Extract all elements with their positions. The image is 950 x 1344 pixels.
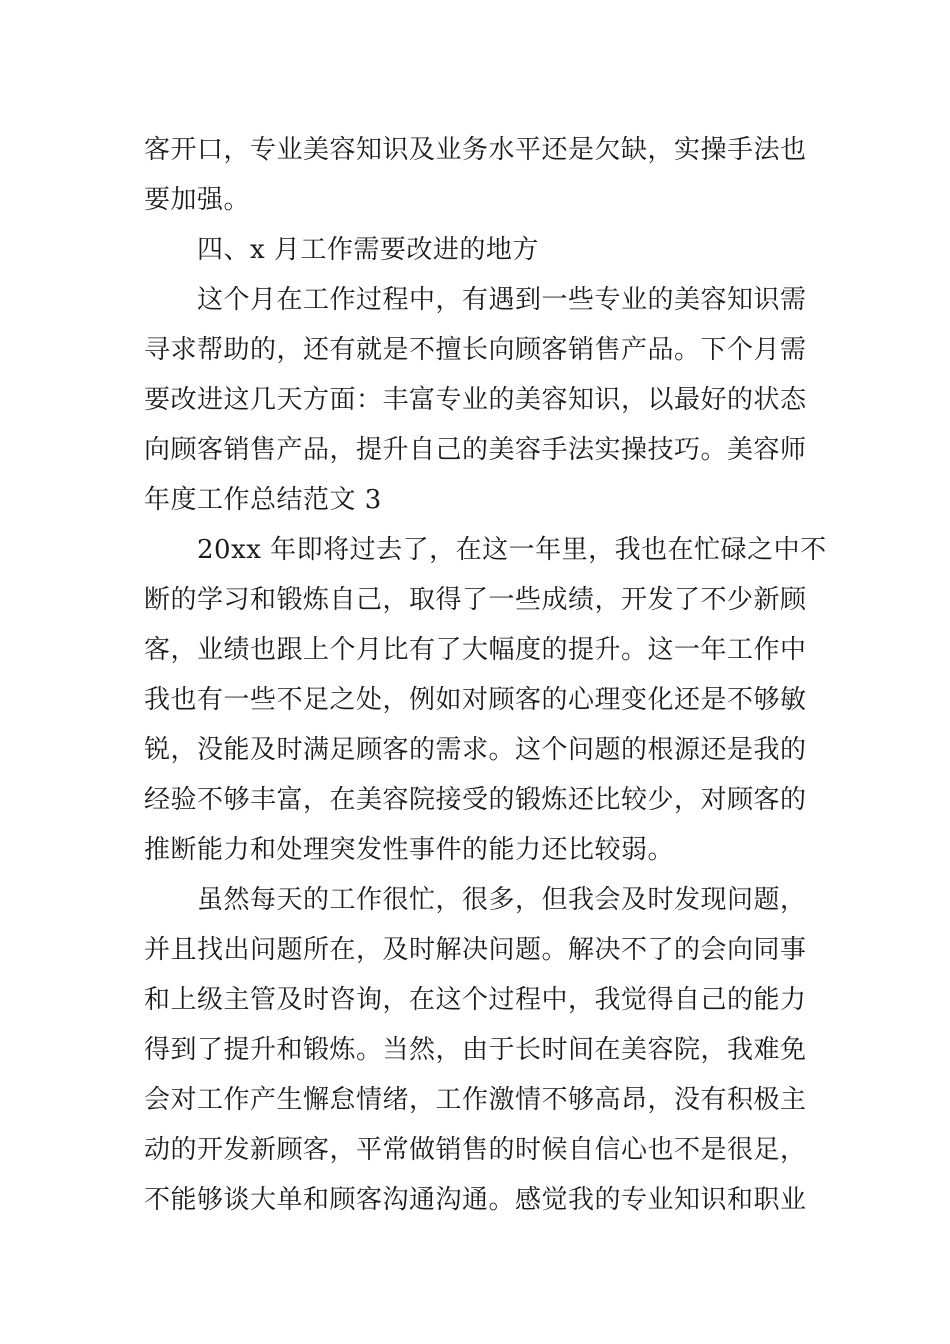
text-line: 虽然每天的工作很忙，很多，但我会及时发现问题， (144, 885, 807, 915)
text-line: 向顾客销售产品，提升自己的美容手法实操技巧。美容师 (144, 435, 807, 465)
text-line: 客，业绩也跟上个月比有了大幅度的提升。这一年工作中 (144, 635, 807, 665)
text-line: 寻求帮助的，还有就是不擅长向顾客销售产品。下个月需 (144, 335, 807, 365)
text-line: 经验不够丰富，在美容院接受的锻炼还比较少，对顾客的 (144, 785, 807, 815)
text-line: 不能够谈大单和顾客沟通沟通。感觉我的专业知识和职业 (144, 1185, 807, 1215)
text-line: 我也有一些不足之处，例如对顾客的心理变化还是不够敏 (144, 685, 807, 715)
text-line: 20xx 年即将过去了，在这一年里，我也在忙碌之中不 (144, 535, 827, 565)
text-line: 年度工作总结范文 3 (144, 485, 382, 515)
section-heading: 四、x 月工作需要改进的地方 (144, 235, 539, 265)
text-line: 和上级主管及时咨询，在这个过程中，我觉得自己的能力 (144, 985, 807, 1015)
text-line: 得到了提升和锻炼。当然，由于长时间在美容院，我难免 (144, 1035, 807, 1065)
text-line: 动的开发新顾客，平常做销售的时候自信心也不是很足， (144, 1135, 807, 1165)
text-line: 客开口，专业美容知识及业务水平还是欠缺，实操手法也 (144, 135, 807, 165)
text-line: 锐，没能及时满足顾客的需求。这个问题的根源还是我的 (144, 735, 807, 765)
text-line: 断的学习和锻炼自己，取得了一些成绩，开发了不少新顾 (144, 585, 807, 615)
text-line: 推断能力和处理突发性事件的能力还比较弱。 (144, 835, 675, 865)
text-line: 这个月在工作过程中，有遇到一些专业的美容知识需 (144, 285, 807, 315)
text-line: 要改进这几天方面：丰富专业的美容知识，以最好的状态 (144, 385, 807, 415)
text-line: 会对工作产生懈怠情绪，工作激情不够高昂，没有积极主 (144, 1085, 807, 1115)
text-line: 并且找出问题所在，及时解决问题。解决不了的会向同事 (144, 935, 807, 965)
text-line: 要加强。 (144, 185, 251, 215)
